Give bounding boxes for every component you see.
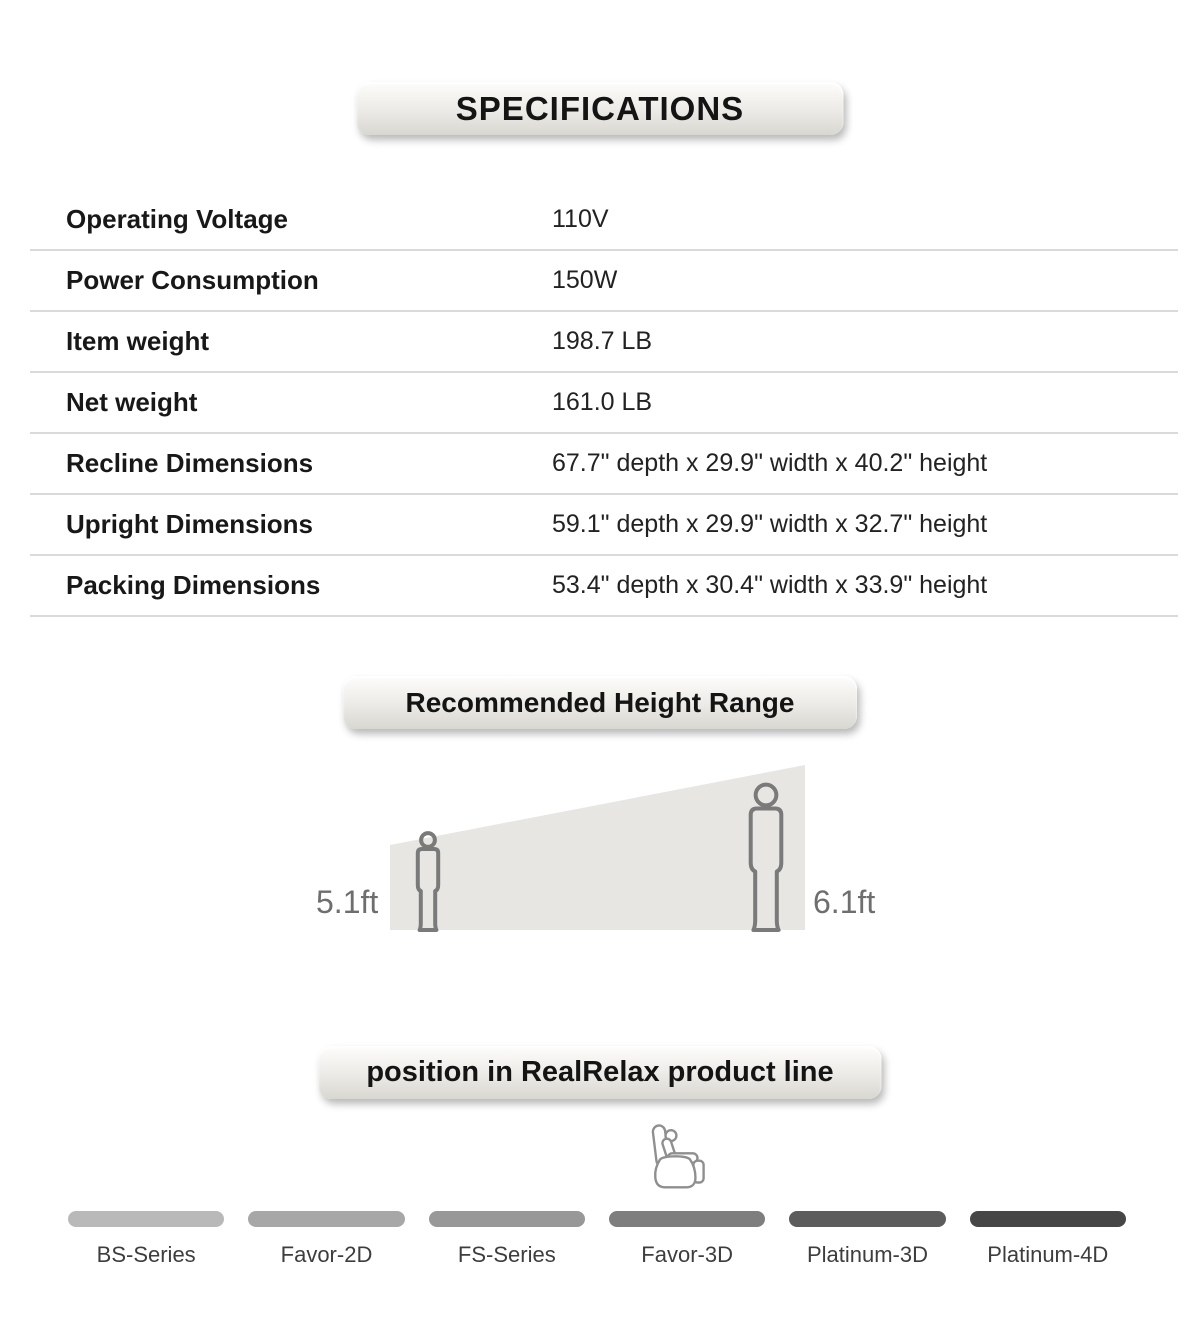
product-label: Platinum-4D <box>987 1242 1109 1267</box>
spec-value: 110V <box>552 205 609 233</box>
product-column-bs-series <box>68 1211 224 1268</box>
product-bar <box>789 1211 945 1227</box>
height-range-title-badge <box>343 676 857 729</box>
min-height-label: 5.1ft <box>316 884 379 920</box>
spec-label: Packing Dimensions <box>66 570 321 600</box>
spec-label: Item weight <box>66 326 210 356</box>
max-height-label: 6.1ft <box>813 884 876 920</box>
height-range-wedge <box>390 765 805 930</box>
product-column-favor-2d <box>248 1211 404 1268</box>
product-label: Favor-3D <box>641 1242 733 1267</box>
specifications-title: SPECIFICATIONS <box>455 89 745 127</box>
spec-label: Power Consumption <box>66 265 319 295</box>
spec-row-operating-voltage <box>30 190 1178 251</box>
spec-row-net-weight <box>30 373 1178 434</box>
spec-row-packing-dimensions <box>30 556 1178 617</box>
product-label: FS-Series <box>457 1242 556 1267</box>
spec-value: 198.7 LB <box>552 327 653 355</box>
product-bar <box>68 1211 224 1227</box>
spec-label: Net weight <box>66 387 198 417</box>
spec-value: 53.4" depth x 30.4" width x 33.9" height <box>552 571 988 599</box>
product-column-platinum-4d <box>970 1211 1126 1268</box>
product-bar <box>970 1211 1126 1227</box>
spec-row-power-consumption <box>30 251 1178 312</box>
product-line-chart <box>68 1211 1126 1268</box>
product-bar <box>609 1211 765 1227</box>
spec-row-upright-dimensions <box>30 495 1178 556</box>
height-range-title: Recommended Height Range <box>405 686 795 718</box>
product-bar <box>248 1211 404 1227</box>
product-column-favor-3d <box>609 1211 765 1268</box>
product-bar <box>429 1211 585 1227</box>
spec-value: 150W <box>552 266 618 294</box>
spec-row-recline-dimensions <box>30 434 1178 495</box>
spec-table <box>30 190 1178 617</box>
height-range-graphic <box>0 750 1200 940</box>
product-column-fs-series <box>429 1211 585 1268</box>
product-line-title-badge <box>319 1046 882 1099</box>
product-label: Platinum-3D <box>806 1242 928 1267</box>
spec-value: 59.1" depth x 29.9" width x 32.7" height <box>552 510 988 538</box>
spec-row-item-weight <box>30 312 1178 373</box>
spec-value: 67.7" depth x 29.9" width x 40.2" height <box>552 449 988 477</box>
product-label: BS-Series <box>96 1242 196 1267</box>
recliner-chair-icon <box>639 1121 707 1193</box>
spec-label: Recline Dimensions <box>66 448 314 478</box>
product-line-title: position in RealRelax product line <box>366 1056 834 1088</box>
spec-label: Operating Voltage <box>66 204 288 234</box>
specifications-title-badge <box>357 82 844 135</box>
spec-value: 161.0 LB <box>552 388 653 416</box>
product-label: Favor-2D <box>280 1242 373 1267</box>
product-column-platinum-3d <box>789 1211 945 1268</box>
spec-label: Upright Dimensions <box>66 509 314 539</box>
